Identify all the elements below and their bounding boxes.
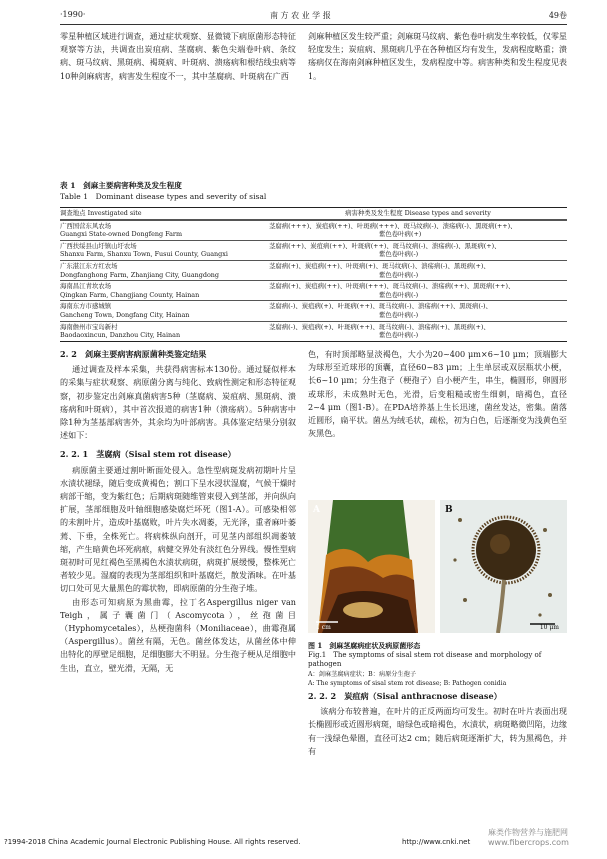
table-row	[60, 220, 567, 240]
legend-en: A: The symptoms of sisal stem rot disease; B: Pathogen conidia	[308, 680, 507, 688]
watermark-cn: 麻类作物营养与施肥网	[488, 828, 568, 837]
cnki-link[interactable]: http://www.cnki.net	[402, 838, 471, 846]
table-title-en: Table 1 Dominant disease types and severity of sisal	[60, 192, 267, 201]
section-2-2-1-heading: 2. 2. 1 茎腐病（Sisal stem rot disease）	[60, 449, 236, 460]
table-row	[60, 280, 567, 300]
disease-line-2: 紫色卷叶病(+)	[379, 230, 422, 239]
site-en: Qingkan Farm, Changjiang County, Hainan	[60, 290, 200, 299]
figure-1	[308, 500, 567, 633]
table-title-cn: 表 1 剑麻主要病害种类及发生程度	[60, 181, 182, 190]
figure-panel-a	[308, 500, 435, 633]
intro-right-text: 剑麻种植区发生较严重；剑麻斑马纹病、紫色卷叶病发生率较低，仅零星轻度发生；炭疽病、黑斑病几乎在各种植区均有发生，发病程度略重；溃疡病仅在海南剑麻种植区发生，发病程度中等。病害种类和发生程度见表1。	[308, 31, 568, 81]
section-2-2-heading: 2. 2 剑麻主要病害病原菌种类鉴定结果	[60, 349, 207, 359]
site-cn: 广东湛江东方红农场	[60, 261, 118, 270]
site-cn: 海南昌江青坎农场	[60, 282, 112, 291]
panel-a-label: A	[313, 505, 320, 515]
site-en: Gancheng Town, Dongfang City, Hainan	[60, 310, 190, 319]
volume: 49卷	[548, 11, 567, 20]
site-en: Dongfanghong Farm, Zhanjiang City, Guangdong	[60, 270, 220, 279]
panel-b-label: B	[445, 505, 453, 515]
scale-bar-a-label: 1 cm	[316, 624, 331, 631]
disease-line-1: 茎腐病(+++)、炭疽病(++)、叶斑病(+++)、斑马纹病(-)、溃疡病(-)、黑斑病(++)、	[269, 221, 517, 230]
watermark	[488, 828, 569, 848]
disease-cell	[265, 242, 567, 259]
paragraph: 通过调查及样本采集，共获得病害标本130份。通过疑似样本的采集与症状观察、病原菌分离与纯化、致病性测定和形态特征观察，初步鉴定出剑麻真菌病害5种（茎腐病、炭疽病、黑斑病、溃疡病和叶斑病），其中首次报道的病害1种（溃疡病）。5种病害中除1种为茎基部病害外，其余均为叶部病害。具体鉴定结果分别叙述如下：	[60, 364, 296, 441]
paragraph: 由形态可知病原为黑曲霉，拉丁名Aspergillus niger van Teigh，属子囊菌门（Ascomycota），丝孢菌目（Hyphomycetales），丛梗孢菌科（Moniliaceae），曲霉孢属（Aspergillus）。菌丝有隔，无色。菌丝体发达，从菌丝体中伸出特化的厚壁足细胞，足细胞膨大不明显。分生孢子梗从足细胞中生出，直立，壁光滑，无隔，无	[60, 596, 296, 673]
figure-caption	[308, 641, 567, 689]
copyright: ?1994-2018 China Academic Journal Electronic Publishing House. All rights reserved.	[4, 838, 301, 846]
disease-line-1: 茎腐病(++)、炭疽病(++)、叶斑病(++)、斑马纹病(-)、溃疡病(-)、黑斑病(+)、	[269, 241, 501, 250]
paragraph: 该病分布较普遍，在叶片的正反两面均可发生。初时在叶片表面出现长椭圆形或近圆形病斑，暗绿色或暗褐色，水渍状，病斑略微凹陷，边缘有一浅绿色晕圈，直径可达2 cm；随后病斑逐渐扩大，转为黑褐色，并有	[308, 706, 568, 756]
disease-cell	[265, 282, 567, 299]
intro-left-text: 零星种植区域进行调查，通过症状观察、显微镜下病原菌形态特征观察等方法，共调查出炭疽病、茎腐病、紫色尖端卷叶病、条纹病、斑马纹病、黑斑病、褐斑病、叶斑病、溃疡病和根结线虫病等10种剑麻病害，病害发生程度不一，其中茎腐病、叶斑病在广西	[60, 31, 296, 81]
site-cn: 海南东方市感城镇	[60, 302, 112, 311]
disease-line-2: 紫色卷叶病(-)	[379, 331, 419, 340]
disease-line-2: 紫色卷叶病(-)	[379, 290, 419, 299]
paragraph: 病原菌主要通过割叶断面处侵入。急性型病斑发病初期叶片呈水渍状褪绿，随后变成黄褐色；割口下呈水浸状湿腐，气候干燥时病部干缩，变为紫红色；后期病斑随维管束侵入到茎部，并向纵向扩展，茎部细胞及叶轴细胞感染腐烂坏死（图1-A）。可感染相邻的未割叶片，造成叶基腐败，叶片失水凋萎，无光泽，重者麻叶萎蔫、下垂，全株死亡。将病株纵向剖开，可见茎内部组织凋萎皱缩，产生暗黄色坏死病痕，病健交界处有淡红色分界线。慢性型病斑初时可见红褐色至黑褐色水渍状病斑，病斑扩展缓慢，整株死亡者较少见。湿腐的表现为茎部组织和叶基腐烂，散发酒味。在叶基切口处可见大量黑色的霉状物，即病原菌的分生孢子堆。	[60, 464, 296, 594]
disease-cell	[265, 222, 567, 239]
disease-line-2: 紫色卷叶病(-)	[379, 270, 419, 279]
site-cn: 广西扶绥县山圩镇山圩农场	[60, 241, 137, 250]
disease-table	[60, 207, 567, 342]
site-cell	[60, 323, 265, 340]
site-cell	[60, 222, 265, 239]
caption-en: Fig.1 The symptoms of sisal stem rot disease and morphology of pathogen	[308, 650, 542, 669]
legend-cn: A：剑麻茎腐病症状；B：病原分生孢子	[308, 670, 417, 678]
journal-name: 南 方 农 业 学 报	[270, 11, 331, 20]
left-column	[60, 348, 296, 675]
table-row	[60, 321, 567, 341]
disease-line-1: 茎腐病(+)、炭疽病(++)、叶斑病(+)、斑马纹病(-)、溃疡病(-)、黑斑病(+)、	[269, 261, 490, 270]
disease-line-2: 紫色卷叶病(-)	[379, 250, 419, 259]
site-cell	[60, 262, 265, 279]
intro-right	[308, 30, 567, 83]
disease-line-1: 茎腐病(+)、炭疽病(++)、叶斑病(+++)、斑马纹病(-)、溃疡病(++)、黑斑病(++)、	[269, 282, 515, 291]
caption-cn: 图 1 剑麻茎腐病症状及病原菌形态	[308, 641, 421, 650]
table-row	[60, 240, 567, 260]
intro-left	[60, 30, 296, 83]
site-en: Baodaoxincun, Danzhou City, Hainan	[60, 331, 181, 340]
disease-cell	[265, 302, 567, 319]
stem-rot-photo	[308, 500, 435, 633]
page-number: ·1990·	[60, 10, 86, 19]
scale-bar-b-label: 10 μm	[539, 624, 559, 631]
table-title	[60, 180, 266, 202]
site-cell	[60, 242, 265, 259]
table-row	[60, 260, 567, 280]
disease-cell	[265, 323, 567, 340]
site-en: Guangxi State-owned Dongfeng Farm	[60, 230, 183, 239]
section-2-2-2-heading: 2. 2. 2 炭疽病（Sisal anthracnose disease）	[308, 691, 502, 701]
disease-line-1: 茎腐病(-)、炭疽病(+)、叶斑病(++)、斑马纹病(-)、溃疡病(+)、黑斑病(+)、	[269, 322, 490, 331]
site-cn: 广西国营东风农场	[60, 221, 112, 230]
site-cell	[60, 282, 265, 299]
disease-line-2: 紫色卷叶病(-)	[379, 310, 419, 319]
disease-cell	[265, 262, 567, 279]
right-column-top	[308, 348, 567, 440]
watermark-en: www.fibercrops.com	[488, 838, 569, 847]
table-row	[60, 300, 567, 320]
table-header-row	[60, 208, 567, 220]
site-cell	[60, 302, 265, 319]
running-header	[60, 10, 567, 25]
disease-line-1: 茎腐病(-)、炭疽病(+)、叶斑病(++)、斑马纹病(-)、溃疡病(++)、黑斑病(-)、	[269, 302, 492, 311]
figure-panel-b	[440, 500, 567, 633]
conidia-micrograph	[440, 500, 567, 633]
site-cn: 海南儋州市宝岛新村	[60, 322, 118, 331]
col-header-site: 调查地点 Investigated site	[60, 209, 142, 217]
col-header-disease: 病害种类及发生程度 Disease types and severity	[345, 209, 491, 217]
site-en: Shanxu Farm, Shanxu Town, Fusui County, Guangxi	[60, 250, 228, 259]
right-column-bottom	[308, 690, 567, 758]
paragraph: 色，有时顶部略显淡褐色，大小为20~400 μm×6~10 μm；顶端膨大为球形至近球形的顶囊，直径60~83 μm；上生单层或双层瓶状小梗，长6~10 μm；分生孢子（梗孢子）自小梗产生，串生，椭圆形，卵圆形或球形，未成熟时无色，光滑，后变粗糙或密生细刺，暗褐色，直径2~4 μm（图1-B）。在PDA培养基上生长迅速，菌丝发达，密集。菌落近圆形，扁平状。菌丛为绒毛状，疏松，初为白色，后逐渐变为浅黄色至灰黑色。	[308, 349, 568, 439]
